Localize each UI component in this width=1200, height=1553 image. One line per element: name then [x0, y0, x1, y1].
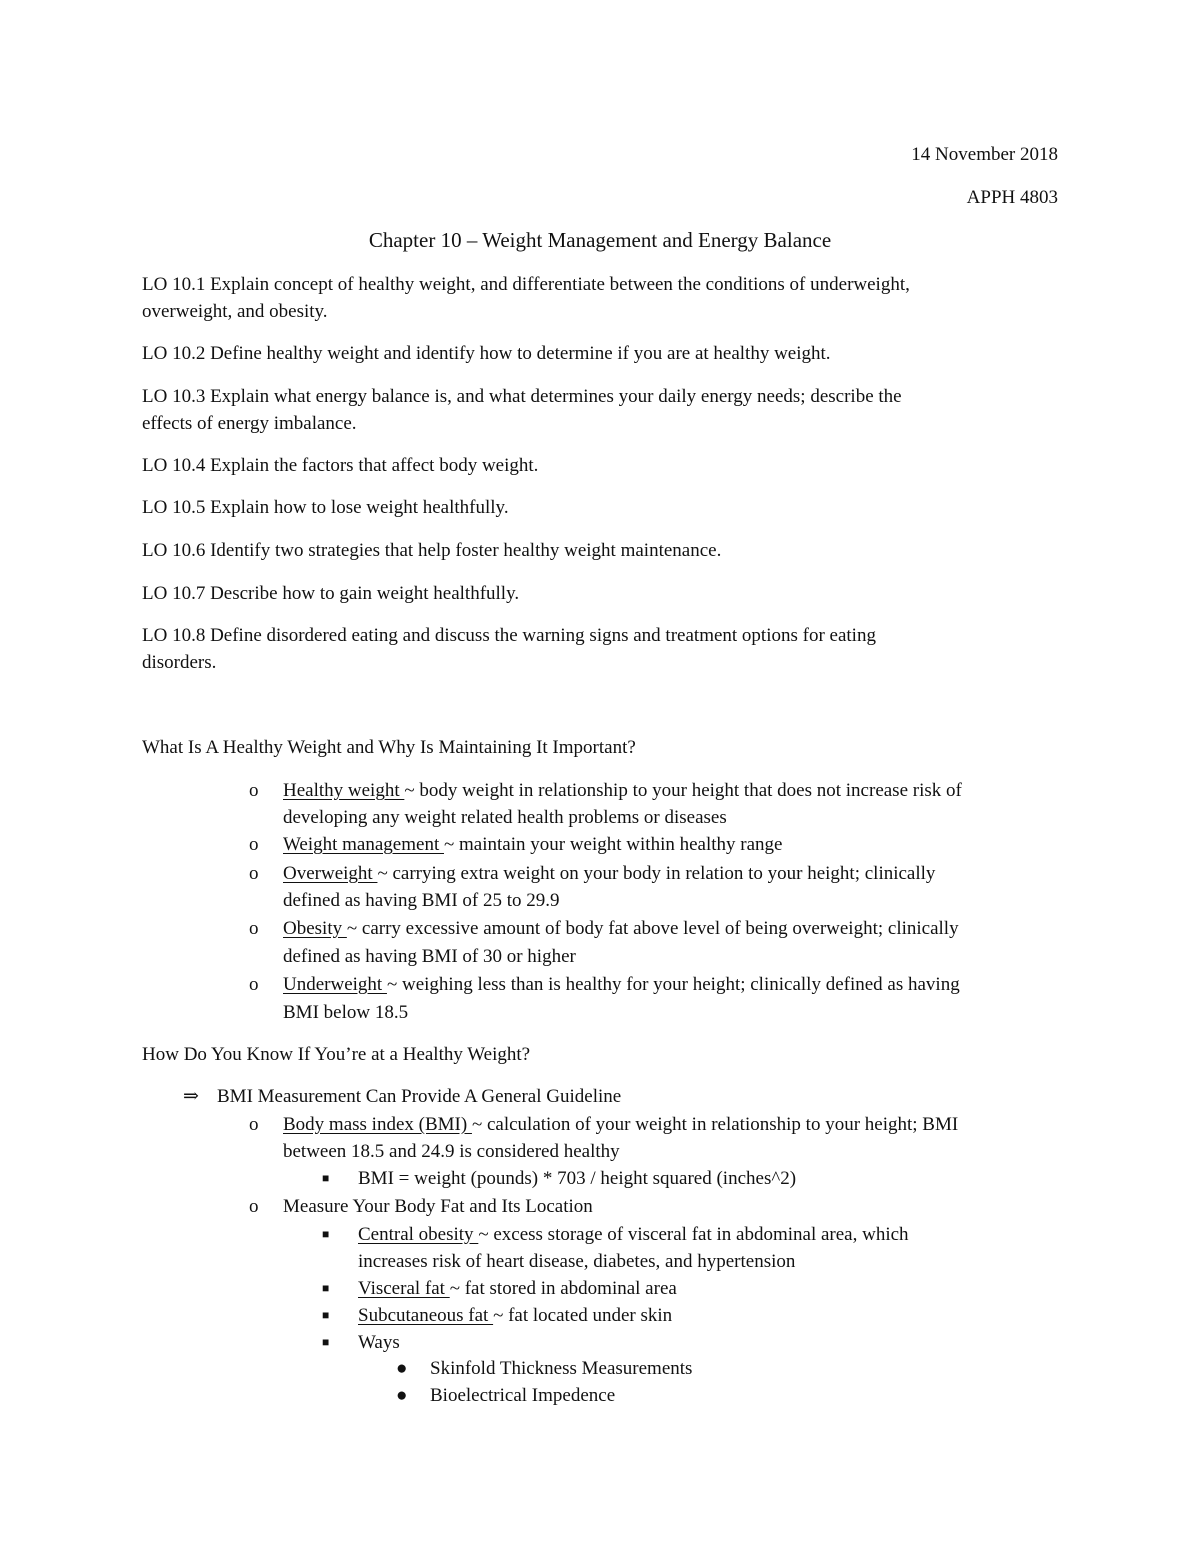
square-bullet-icon: ■: [322, 1171, 330, 1185]
term: Weight management: [283, 834, 444, 855]
square-bullet-icon: ■: [322, 1308, 330, 1322]
list-item: Ways: [358, 1332, 400, 1353]
objective-cont: overweight, and obesity.: [142, 301, 328, 322]
list-item: Measure Your Body Fat and Its Location: [283, 1196, 593, 1217]
objective: LO 10.4 Explain the factors that affect body weight.: [142, 455, 539, 476]
bullet-o-icon: o: [249, 780, 259, 801]
list-item: Skinfold Thickness Measurements: [430, 1358, 693, 1379]
definition: ~ calculation of your weight in relationship to your height; BMI: [471, 1114, 959, 1135]
list-item: [358, 1275, 677, 1302]
definition: ~ fat stored in abdominal area: [449, 1278, 677, 1299]
bullet-o-icon: o: [249, 1114, 259, 1135]
bullet-o-icon: o: [249, 918, 259, 939]
round-bullet-icon: ●: [396, 1385, 408, 1406]
definition: ~ weighing less than is healthy for your height; clinically defined as having: [386, 974, 960, 995]
definition-cont: BMI below 18.5: [283, 1002, 409, 1023]
list-item: [283, 971, 960, 998]
term: Underweight: [283, 974, 387, 995]
definition: ~ excess storage of visceral fat in abdominal area, which: [478, 1224, 909, 1245]
list-item: [283, 860, 935, 887]
course-code: APPH 4803: [966, 187, 1058, 208]
bullet-o-icon: o: [249, 863, 259, 884]
list-item: [283, 915, 959, 942]
term: Obesity: [283, 918, 347, 939]
list-item: [283, 831, 782, 858]
arrow-item: BMI Measurement Can Provide A General Guideline: [217, 1086, 622, 1107]
definition: ~ carrying extra weight on your body in relation to your height; clinically: [377, 863, 936, 884]
list-item: [358, 1221, 909, 1248]
objective-cont: effects of energy imbalance.: [142, 413, 357, 434]
round-bullet-icon: ●: [396, 1358, 408, 1379]
definition-cont: between 18.5 and 24.9 is considered healthy: [283, 1141, 620, 1162]
term: Subcutaneous fat: [358, 1305, 494, 1326]
objective: LO 10.6 Identify two strategies that help foster healthy weight maintenance.: [142, 540, 722, 561]
list-item: Bioelectrical Impedence: [430, 1385, 616, 1406]
section-heading: What Is A Healthy Weight and Why Is Maintaining It Important?: [142, 737, 636, 758]
objective: LO 10.7 Describe how to gain weight healthfully.: [142, 583, 520, 604]
formula: BMI = weight (pounds) * 703 / height squared (inches^2): [358, 1168, 797, 1189]
definition-cont: defined as having BMI of 30 or higher: [283, 946, 576, 967]
term: Overweight: [283, 863, 378, 884]
definition: ~ body weight in relationship to your height that does not increase risk of: [404, 780, 962, 801]
term: Healthy weight: [283, 780, 405, 801]
term: Visceral fat: [358, 1278, 450, 1299]
list-item: [283, 1111, 958, 1138]
bullet-o-icon: o: [249, 834, 259, 855]
page-title: Chapter 10 – Weight Management and Energy Balance: [368, 228, 832, 252]
objective: LO 10.3 Explain what energy balance is, and what determines your daily energy needs; describe the: [142, 386, 902, 407]
objective: LO 10.8 Define disordered eating and discuss the warning signs and treatment options for eating: [142, 625, 876, 646]
bullet-o-icon: o: [249, 974, 259, 995]
list-item: [283, 777, 962, 804]
square-bullet-icon: ■: [322, 1335, 330, 1349]
objective: LO 10.1 Explain concept of healthy weight, and differentiate between the conditions of underweight,: [142, 274, 910, 295]
date: 14 November 2018: [911, 144, 1058, 165]
section-heading: How Do You Know If You’re at a Healthy Weight?: [142, 1044, 531, 1065]
list-item: [358, 1302, 672, 1329]
definition: ~ maintain your weight within healthy range: [443, 834, 783, 855]
square-bullet-icon: ■: [322, 1281, 330, 1295]
term: Body mass index (BMI): [283, 1114, 472, 1135]
bullet-o-icon: o: [249, 1196, 259, 1217]
objective-cont: disorders.: [142, 652, 217, 673]
definition-cont: defined as having BMI of 25 to 29.9: [283, 890, 560, 911]
arrow-right-icon: ⇒: [183, 1086, 199, 1107]
objective: LO 10.5 Explain how to lose weight healthfully.: [142, 497, 509, 518]
definition: ~ carry excessive amount of body fat above level of being overweight; clinically: [346, 918, 959, 939]
term: Central obesity: [358, 1224, 479, 1245]
objective: LO 10.2 Define healthy weight and identify how to determine if you are at healthy weight.: [142, 343, 831, 364]
square-bullet-icon: ■: [322, 1227, 330, 1241]
definition-cont: developing any weight related health problems or diseases: [283, 807, 727, 828]
definition: ~ fat located under skin: [493, 1305, 673, 1326]
definition-cont: increases risk of heart disease, diabetes, and hypertension: [358, 1251, 796, 1272]
